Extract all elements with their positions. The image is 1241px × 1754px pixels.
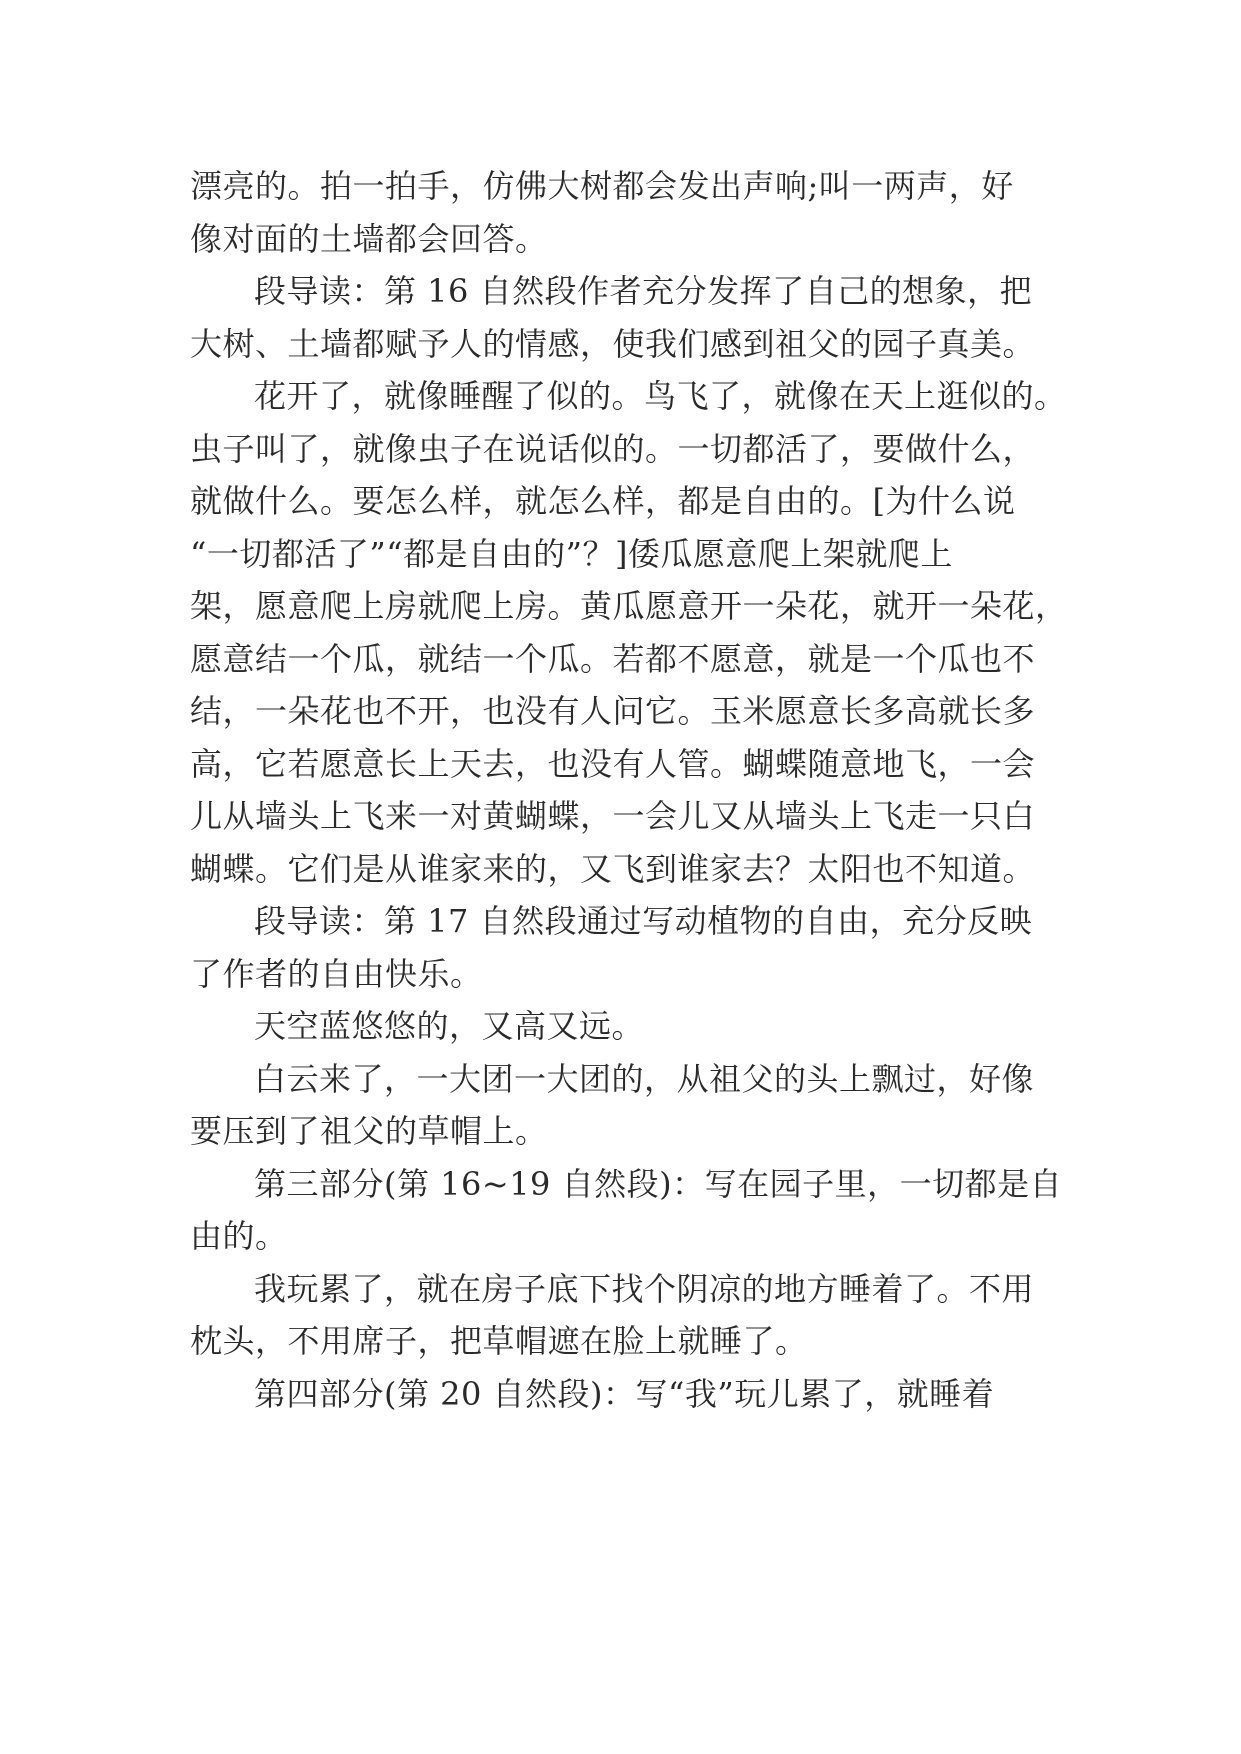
text-line: 我玩累了，就在房子底下找个阴凉的地方睡着了。不用 <box>254 1269 1035 1308</box>
text-line: 天空蓝悠悠的，又高又远。 <box>254 1007 645 1045</box>
text-line: 蝴蝶。它们是从谁家来的，又飞到谁家去？太阳也不知道。 <box>190 849 1036 888</box>
text-line: 要压到了祖父的草帽上。 <box>190 1112 548 1150</box>
text-line: 像对面的土墙都会回答。 <box>190 219 548 258</box>
text-line: 第四部分(第 20 自然段)：写“我”玩儿累了，就睡着 <box>254 1374 995 1413</box>
text-line: 结，一朵花也不开，也没有人问它。玉米愿意长多高就长多 <box>190 692 1036 730</box>
text-line: 虫子叫了，就像虫子在说话似的。一切都活了，要做什么， <box>190 429 1036 468</box>
text-line: 愿意结一个瓜，就结一个瓜。若都不愿意，就是一个瓜也不 <box>190 639 1036 678</box>
text-line: 就做什么。要怎么样，就怎么样，都是自由的。[为什么说 <box>190 482 1016 520</box>
document-body <box>190 160 1070 1420</box>
text-line: 白云来了，一大团一大团的，从祖父的头上飘过，好像 <box>254 1059 1035 1098</box>
text-line: 枕头，不用席子，把草帽遮在脸上就睡了。 <box>190 1322 808 1360</box>
text-line: 高，它若愿意长上天去，也没有人管。蝴蝶随意地飞，一会 <box>190 744 1036 783</box>
text-line: 漂亮的。拍一拍手，仿佛大树都会发出声响;叫一两声，好 <box>190 167 1014 205</box>
text-line: “一切都活了”“都是自由的”？]倭瓜愿意爬上架就爬上 <box>190 534 953 573</box>
text-line: 儿从墙头上飞来一对黄蝴蝶，一会儿又从墙头上飞走一只白 <box>190 797 1036 835</box>
text-line: 由的。 <box>190 1217 288 1255</box>
text-line: 段导读：第 16 自然段作者充分发挥了自己的想象，把 <box>254 272 1033 310</box>
text-line: 大树、土墙都赋予人的情感，使我们感到祖父的园子真美。 <box>190 324 1036 363</box>
text-line: 架，愿意爬上房就爬上房。黄瓜愿意开一朵花，就开一朵花， <box>190 587 1068 625</box>
text-line: 了作者的自由快乐。 <box>190 954 483 993</box>
text-line: 花开了，就像睡醒了似的。鸟飞了，就像在天上逛似的。 <box>254 377 1067 415</box>
text-line: 第三部分(第 16~19 自然段)：写在园子里，一切都是自 <box>254 1164 1063 1203</box>
text-line: 段导读：第 17 自然段通过写动植物的自由，充分反映 <box>254 902 1033 940</box>
